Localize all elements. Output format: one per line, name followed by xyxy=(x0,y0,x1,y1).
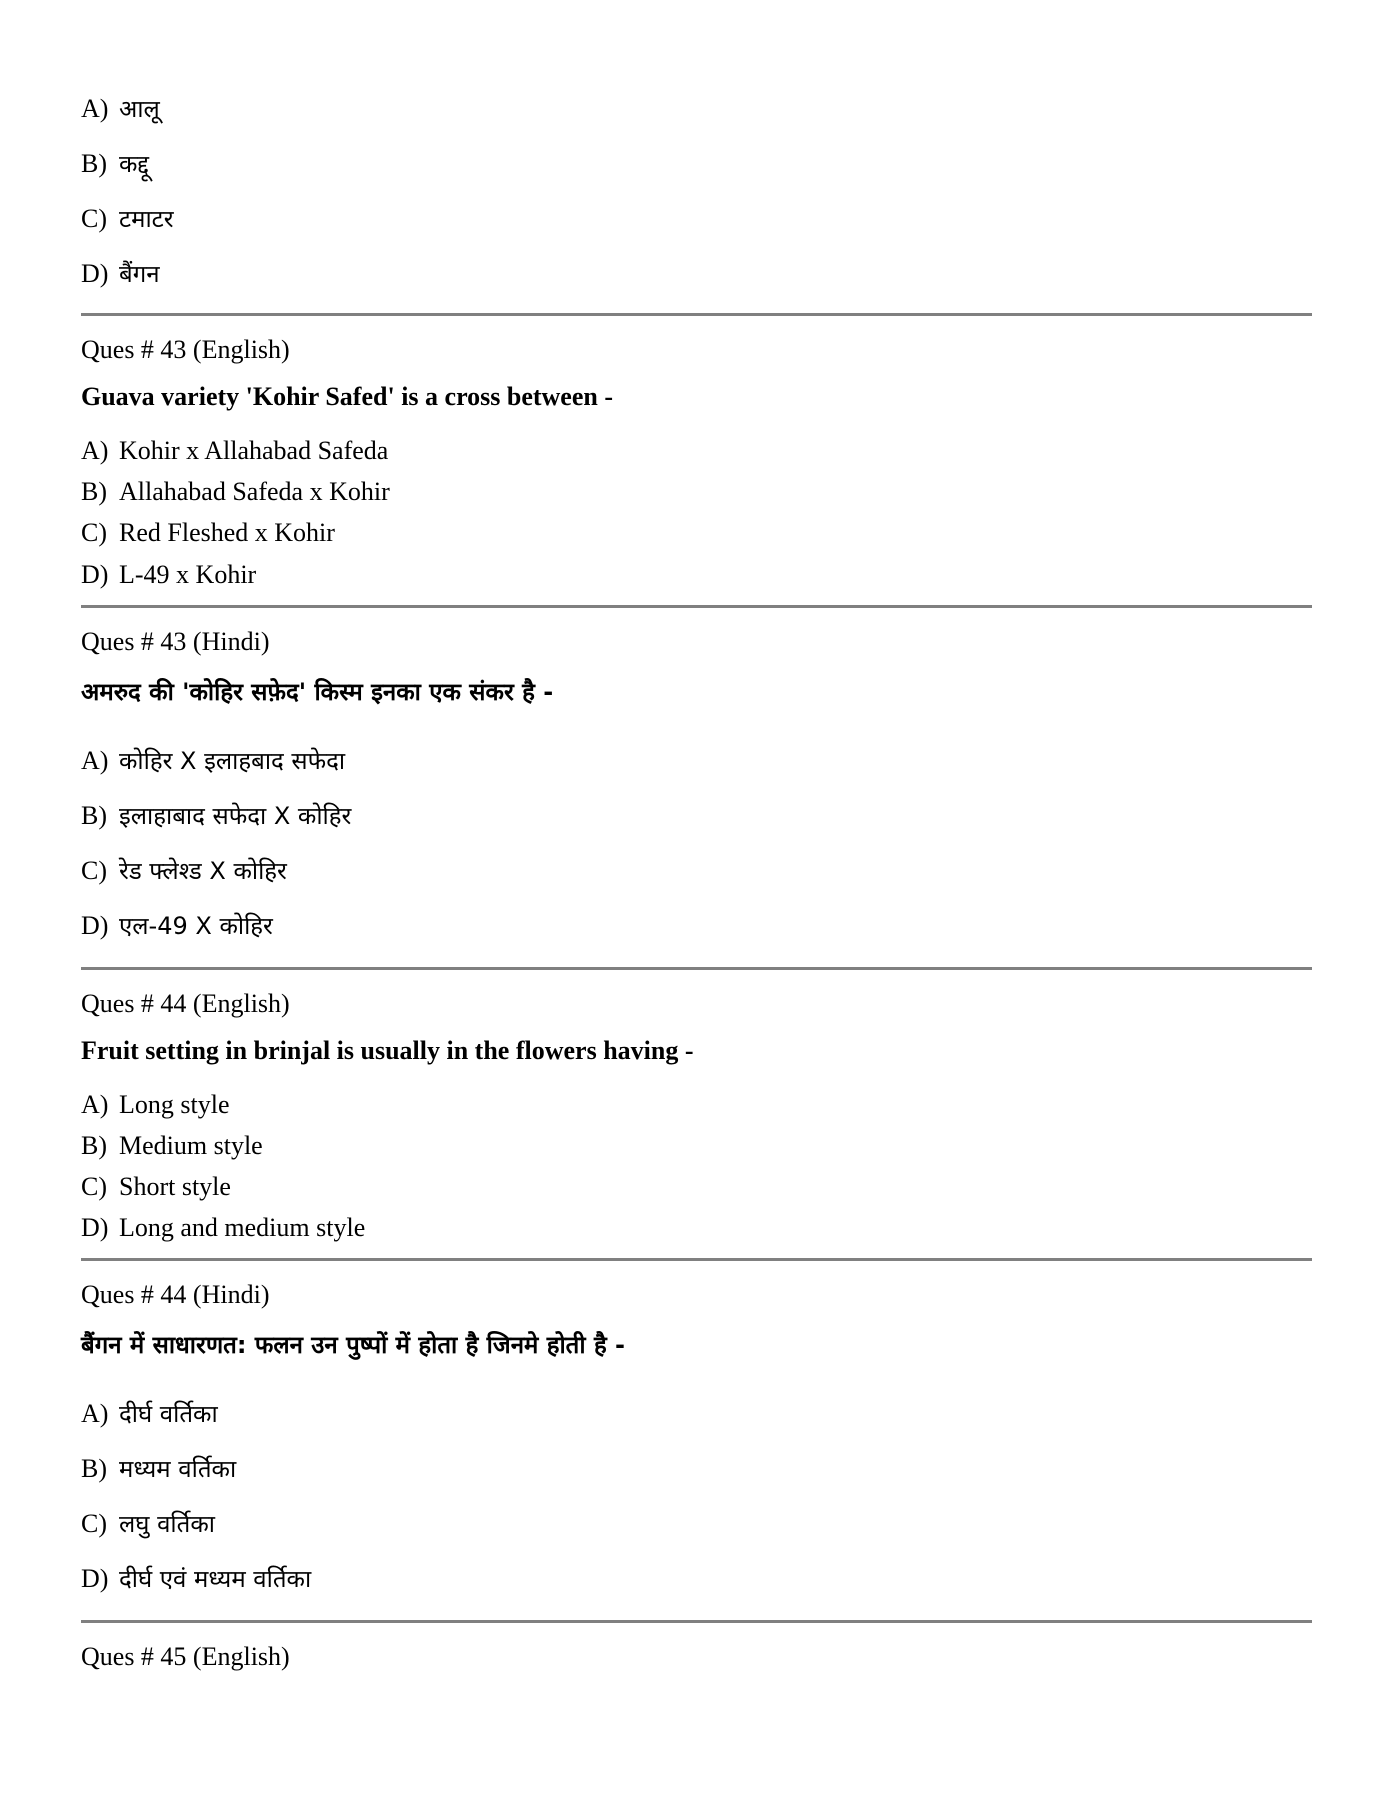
option-letter: A) xyxy=(81,1399,109,1428)
question-text: बैंगन में साधारणत: फलन उन पुष्पों में होता है जिनमे होती है - xyxy=(81,1331,625,1359)
option-c xyxy=(81,520,335,546)
option-letter: D) xyxy=(81,911,109,940)
option-letter: A) xyxy=(81,1090,109,1119)
option-c xyxy=(81,858,287,884)
option-letter: B) xyxy=(81,1454,107,1483)
option-text: दीर्घ एवं मध्यम वर्तिका xyxy=(119,1565,312,1593)
option-text: एल-49 X कोहिर xyxy=(119,912,273,940)
prev-option-a xyxy=(81,96,160,122)
option-text: Kohir x Allahabad Safeda xyxy=(119,436,389,465)
option-letter: D) xyxy=(81,1213,109,1242)
option-text: Short style xyxy=(119,1172,231,1201)
option-a xyxy=(81,1092,230,1118)
option-c xyxy=(81,1511,215,1537)
option-c xyxy=(81,1174,231,1200)
question-text: Guava variety 'Kohir Safed' is a cross between - xyxy=(81,382,614,411)
option-text: टमाटर xyxy=(119,205,174,233)
option-letter: B) xyxy=(81,149,107,178)
question-text: Fruit setting in brinjal is usually in the flowers having - xyxy=(81,1036,694,1065)
option-d xyxy=(81,1566,311,1592)
option-letter: C) xyxy=(81,1172,107,1201)
prev-option-b xyxy=(81,151,149,177)
option-text: Red Fleshed x Kohir xyxy=(119,518,335,547)
question-header: Ques # 45 (English) xyxy=(81,1642,290,1671)
option-letter: D) xyxy=(81,560,109,589)
option-text: कद्दू xyxy=(119,150,150,178)
option-text: दीर्घ वर्तिका xyxy=(119,1400,218,1428)
question-text: अमरुद की 'कोहिर सफ़ेद' किस्म इनका एक संकर है - xyxy=(81,678,554,706)
option-text: L-49 x Kohir xyxy=(119,560,257,589)
option-text: Long style xyxy=(119,1090,230,1119)
option-a xyxy=(81,748,345,774)
divider-rule xyxy=(81,967,1312,970)
option-b xyxy=(81,1456,236,1482)
prev-option-c xyxy=(81,206,174,232)
option-letter: A) xyxy=(81,436,109,465)
option-a xyxy=(81,438,388,464)
option-b xyxy=(81,803,351,829)
question-header: Ques # 44 (English) xyxy=(81,989,290,1018)
option-letter: C) xyxy=(81,856,107,885)
option-letter: C) xyxy=(81,204,107,233)
option-text: लघु वर्तिका xyxy=(119,1510,215,1538)
divider-rule xyxy=(81,313,1312,316)
option-b xyxy=(81,1133,263,1159)
option-letter: D) xyxy=(81,259,109,288)
option-d xyxy=(81,562,256,588)
option-letter: A) xyxy=(81,94,109,123)
divider-rule xyxy=(81,1620,1312,1623)
option-letter: B) xyxy=(81,801,107,830)
option-letter: B) xyxy=(81,1131,107,1160)
option-text: इलाहाबाद सफेदा X कोहिर xyxy=(119,802,352,830)
option-text: बैंगन xyxy=(119,260,160,288)
option-letter: B) xyxy=(81,477,107,506)
prev-option-d xyxy=(81,261,160,287)
option-text: मध्यम वर्तिका xyxy=(119,1455,237,1483)
option-d xyxy=(81,913,273,939)
option-text: Allahabad Safeda x Kohir xyxy=(119,477,390,506)
option-letter: D) xyxy=(81,1564,109,1593)
divider-rule xyxy=(81,605,1312,608)
option-text: आलू xyxy=(119,95,160,123)
question-header: Ques # 43 (Hindi) xyxy=(81,627,270,656)
option-d xyxy=(81,1215,365,1241)
question-header: Ques # 43 (English) xyxy=(81,335,290,364)
option-text: रेड फ्लेश्ड X कोहिर xyxy=(119,857,287,885)
option-letter: C) xyxy=(81,1509,107,1538)
option-text: कोहिर X इलाहबाद सफेदा xyxy=(119,747,346,775)
option-text: Medium style xyxy=(119,1131,263,1160)
question-header: Ques # 44 (Hindi) xyxy=(81,1280,270,1309)
divider-rule xyxy=(81,1258,1312,1261)
option-text: Long and medium style xyxy=(119,1213,366,1242)
option-a xyxy=(81,1401,218,1427)
option-b xyxy=(81,479,390,505)
option-letter: A) xyxy=(81,746,109,775)
option-letter: C) xyxy=(81,518,107,547)
